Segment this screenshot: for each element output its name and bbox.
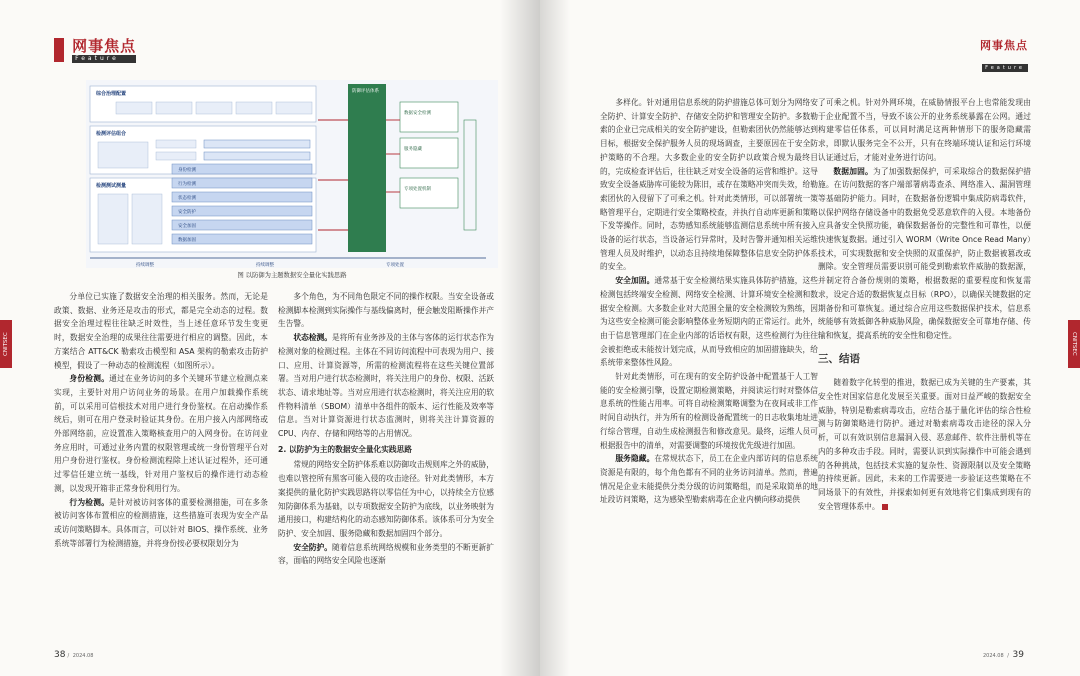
paragraph-lead: 身份检测。: [69, 374, 110, 384]
paragraph: [818, 376, 1031, 513]
page-footer: 38 / 2024.08: [54, 650, 94, 660]
paragraph-lead: 安全加固。: [615, 276, 655, 286]
diagram-label: 身份检测: [178, 168, 196, 173]
diagram-label: 专项处置机制: [404, 187, 431, 192]
paragraph-text: 通常基于安全检测结果实施具体防护措施，这些检测包括终端安全检测、网络安全检测、计算环境安全检测和数据安全检测。大多数企业对大范围全量的安全检测较为熟练，因为这些安全检测可能会影响整体业务短期内的正常运行。此外，由于信息管理部门在企业内部的话语权有限，这些检测行为往往会被拒绝或未能按计划完成，从而导致相应的加固措施缺失，给系统带来整体性风险。: [600, 276, 818, 368]
diagram-label: 检测评估组合: [96, 131, 127, 137]
text-column: [278, 290, 494, 568]
diagram-label: 状态检测: [178, 196, 196, 201]
end-mark-icon: [882, 504, 888, 510]
diagram-label: 行为检测: [178, 182, 196, 187]
page-footer: 2024.08 / 39: [982, 650, 1024, 660]
paragraph-lead: 数据加固。: [833, 166, 873, 176]
paragraph: [600, 370, 818, 452]
section-heading: 三、结语: [818, 352, 860, 365]
paragraph-text: 随着信息系统网络规模和业务类型的不断更新扩容，面临的网络安全风险也逐渐: [278, 542, 494, 566]
diagram-label: 检测测试测量: [96, 183, 127, 189]
issue-date: 2024.08: [982, 653, 1004, 659]
diagram-label: 安全防护: [178, 210, 196, 215]
paragraph: [278, 458, 494, 540]
paragraph-text: 了可乘之机。针对外网环境，在威胁情报平台上也常能发现由于企业配置不当，导致不该公开的业务系统暴露在公网。通过构建零信任体系，可以同时满足这两种情形下的服务隐藏需求，即默认服务完全不公开，只有在终端环境认证和运行环境认证通过后，才能对业务进行访问。: [818, 98, 1031, 162]
paragraph: [54, 372, 268, 495]
page-number: 39: [1012, 650, 1024, 660]
diagram-label: 专项处置: [386, 263, 404, 268]
logo-mark: [54, 38, 64, 62]
paragraph-text: 在常规状态下，员工在企业内部访问的信息系统资源是有限的，每个角色都有不同的业务访问清单。然而，普遍情况是企业未能提供分类分级的访问策略组，而是采取简单的地址段访问策略，这为感染型勒索病毒在企业内横向移动提供: [600, 454, 818, 505]
text-column: [600, 96, 818, 507]
paragraph: [818, 96, 1031, 165]
section-subtitle: Feature: [72, 55, 136, 63]
section-logo: [980, 38, 1028, 73]
paragraph-text: 是将所有业务涉及的主体与客体的运行状态作为检测对象的检测过程。主体在不同访问流程中可表现为用户、接口、应用、计算资源等，所需的检测流程将在这些关键位置部署。当对用户进行状态检测时，将关注用户的身份、权限、活跃状态、请求地址等。当对应用进行状态检测时，将关注应用的软件物料清单（SBOM）清单中各组件的版本、运行性能及效率等信息。当对计算资源进行状态监测时，则将关注计算资源的 CPU、内存、存储和网络等的占用情况。: [278, 333, 494, 439]
paragraph: [54, 496, 268, 551]
paragraph-text: 多个角色，为不同角色限定不同的操作权限。当安全设备或检测脚本检测到实际操作与基线偏离时，便会触发阻断操作并产生告警。: [278, 292, 494, 329]
section-title: 网事焦点: [72, 37, 137, 55]
diagram-label: 数据安全检测: [404, 111, 431, 116]
diagram-label: 安全加固: [178, 224, 196, 229]
figure-caption: 图 以防御为主题数据安全量化实践思路: [237, 272, 347, 279]
paragraph-lead: 安全防护。: [293, 542, 332, 552]
paragraph: [600, 96, 818, 274]
paragraph: [278, 541, 494, 568]
paragraph-text: 为了加强数据保护，可采取综合的数据保护措施。在访问数据的客户端部署病毒查杀、网络准入、漏洞管理等基础防护能力。同时，在数据备份逻辑中集成防病毒软件，以保护网络存储设备中的数据免受恶意软件的入侵。本地备份应具备安全快照功能，确保数据备份的完整性和可靠性，以便快速恢复数据。通过引入 WORM（Write Once Read Many）技术，可实现数据和安全快照的双重保护，防止数据被篡改或删除。安全管理员需要识别可能受到勒索软件威胁的数据源，并制定符合备份规则的策略，根据数据的重要程度和恢复需求，设定合适的数据恢复点目标（RPO），以确保关键数据的定期备份和可靠恢复。通过综合应用这些数据保护技术，信息系统能够有效抵御各种威胁风险，确保数据安全可靠地存储、传输和恢复，提高系统的安全性和稳定性。: [818, 166, 1031, 340]
paragraph: [278, 290, 494, 331]
paragraph-text: 针对此类情形，可在现有的安全防护设备中配置基于人工智能的安全检测引擎，设置定期检测策略，并阅读运行时对整体信息系统的性能占用率。可将自动检测策略调整为在夜间或非工作时间自动执行，并为所有的检测设备配置统一的日志收集地址进行综合管理，自动生成检测报告和修改意见。最终，运维人员可根据报告中的清单，对需要调整的环境按优先级进行加固。: [600, 372, 818, 450]
paragraph-text: 随着数字化转型的推进，数据已成为关键的生产要素，其安全性对国家信息化发展至关重要。面对日益严峻的数据安全威胁，特别是勒索病毒攻击，应结合基于量化评估的综合性检测与防御策略进行防护。通过对勒索病毒攻击途径的深入分析，可以有效识别信息漏洞入侵、恶意邮件、软件注册机等在内的多种攻击手段。同时，需要认识到实际操作中可能会遇到的各种挑战，包括技术实施的复杂性、资源限制以及安全策略的持续更新。因此，未来的工作需要进一步验证这些策略在不同场景下的有效性，并探索如何更有效地将它们集成到现有的安全管理体系中。: [818, 378, 1031, 511]
section-subtitle: Feature: [982, 64, 1028, 72]
diagram-label: 数据加固: [178, 238, 196, 243]
strategy-diagram: [86, 80, 498, 268]
paragraph-text: 是针对被访问客体的重要检测措施，可在多条被访问客体布置相应的检测措施，这些措施可表现为安全产品或访问策略脚本。具体而言，可以针对 BIOS、操作系统、业务系统等部署行为检测措施，并将身份按必要权限划分为: [54, 497, 268, 548]
issue-date: 2024.08: [72, 653, 94, 659]
text-column: [54, 290, 268, 550]
diagram-label: 综合治理配置: [96, 91, 127, 97]
section-logo: [54, 38, 136, 63]
paragraph-lead: 服务隐藏。: [615, 454, 655, 464]
paragraph: [600, 452, 818, 507]
page-number: 38: [54, 650, 66, 660]
diagram-label: 防御评估体系: [352, 89, 379, 94]
section-heading: 2. 以防护为主的数据安全量化实践思路: [278, 444, 412, 454]
paragraph: [818, 165, 1031, 343]
diagram-label: 持续调整: [256, 263, 274, 268]
paragraph-text: 通过在业务访问的多个关键环节建立检测点来实现，主要针对用户访问业务的场景。在用户加载操作系统前，可以采用可信根技术对用户进行身份鉴权。在启动操作系统后，则可在用户登录时验证其身份。在用户接入内部网络或外部网络前，应设置准入策略核查用户的入网身份。在访问业务应用时，可通过业务内置的权限管理或统一身份管理平台对用户身份进行鉴权。身份检测流程除上述认证过程外，还可通过零信任建立统一基线，针对用户鉴权后的操作进行动态检测，以发现开箱非正常身份利用行为。: [54, 374, 268, 493]
paragraph: [600, 274, 818, 370]
side-tab: CNITSEC: [1068, 320, 1080, 368]
paragraph-text: 常规的网络安全防护体系难以防御攻击规则库之外的威胁，也难以管控所有黑客可能入侵的攻击途径。针对此类情形，本方案提供的量化防护实践思路将以零信任为中心，以持续全方位感知防御体系为基础，以专项数据安全防护为底线，以业务映射为通用接口，构建结构化的动态感知防御体系。该体系可分为安全防护、安全加固、服务隐藏和数据加固四个部分。: [278, 460, 494, 538]
right-page: [540, 0, 1080, 676]
diagram-label: 服务隐藏: [404, 147, 422, 152]
diagram-label: 持续调整: [136, 263, 154, 268]
text-column: [818, 96, 1031, 513]
paragraph-text: 多样化。针对通用信息系统的防护措施总体可划分为网络安全防护、计算安全防护、存储安全防护和管理安全防护。多数勒索的企业已完成相关的安全防护建设，但勒索团伙仍然能够达到目标，根据安全保护服务人员的现场调查，主要原因在于安全防护策略的不合理。大多数企业的安全防护以政策合规为最终目的，完成检查评估后，往往缺乏对安全设备的运营和维护。这导致安全设备威胁库可能较为陈旧，或存在策略冲突而失效，给勒索团伙的入侵留下了可乘之机。针对此类情形，可以部署统一策略管理平台，定期进行安全策略校查，并执行自动库更新和策略下发等操作。同时，态势感知系统能够监测信息系统中所有接入设备的运行状态，当设备运行异常时，及时告警并通知相关运维管理人员及时维护，以动态且持续地保障整体信息安全防护体系的安全。: [600, 98, 818, 272]
paragraph-lead: 状态检测。: [293, 333, 332, 343]
paragraph: [54, 290, 268, 372]
paragraph-lead: 行为检测。: [69, 497, 110, 507]
section-title: 网事焦点: [980, 39, 1028, 52]
paragraph: [278, 331, 494, 441]
side-tab: CNITSEC: [0, 320, 12, 368]
paragraph-text: 分单位已实施了数据安全治理的相关服务。然而，无论是政策、数据、业务还是攻击的形式，都是完全动态的过程。数据安全治理过程往往缺乏时效性，当上述任意环节发生变更时，数据安全治理的成果往往需要进行相应的调整。因此，本方案结合 ATT&CK 勒索攻击模型和 ASA 架构的勒索攻击防护模型，假设了一种动态的检测流程（如图所示）。: [54, 292, 268, 370]
